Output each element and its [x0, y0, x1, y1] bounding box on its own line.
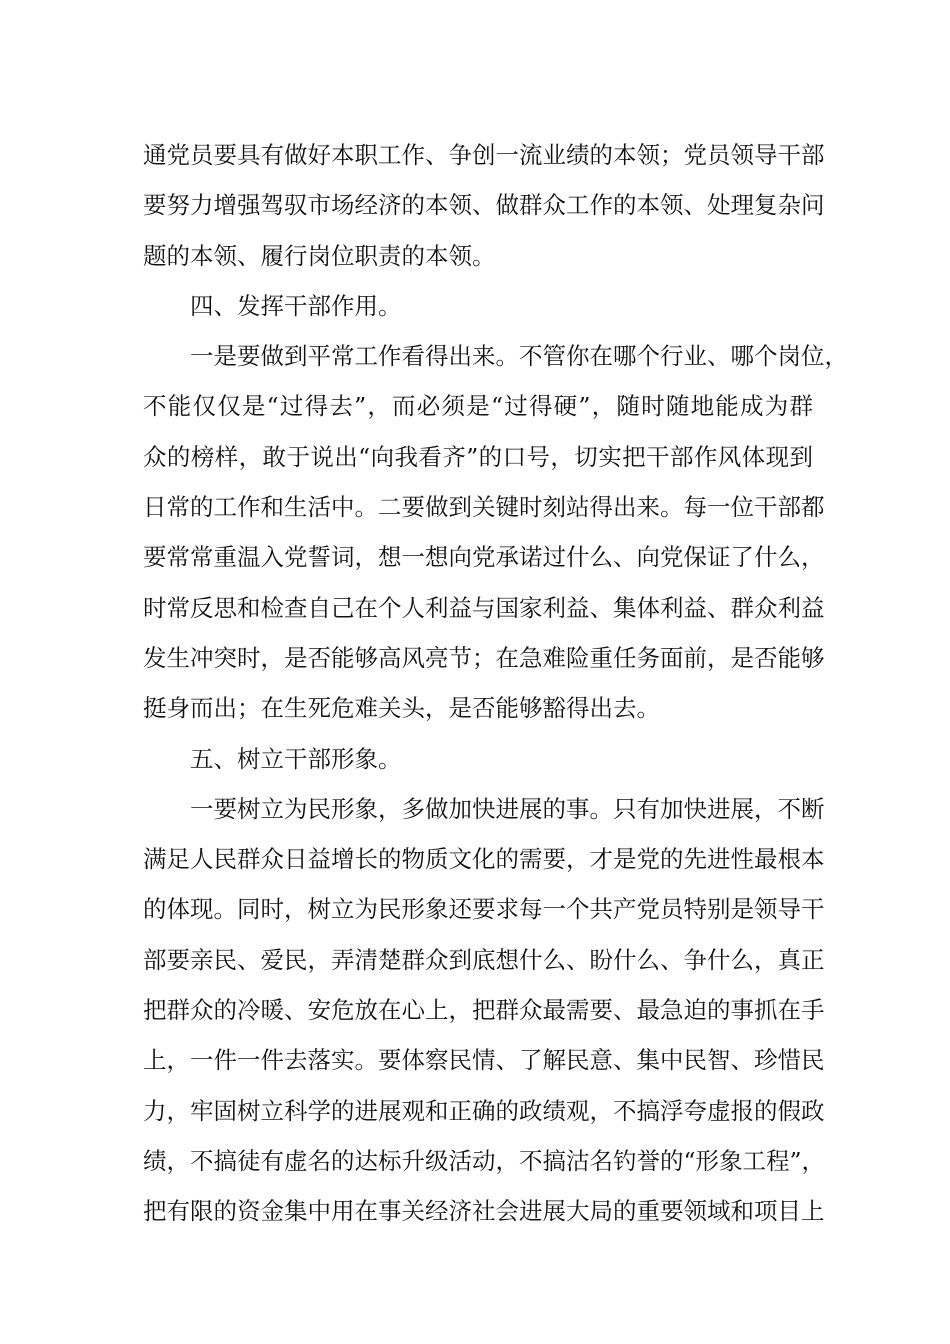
paragraph-line: 一是要做到平常工作看得出来。不管你在哪个行业、哪个岗位，	[190, 342, 848, 371]
paragraph-line: 把群众的冷暖、安危放在心上，把群众最需要、最急迫的事抓在手	[143, 996, 825, 1025]
section-heading: 五、树立干部形象。	[190, 744, 402, 773]
paragraph-line: 要常常重温入党誓词，想一想向党承诺过什么、向党保证了什么，	[143, 543, 825, 572]
paragraph-line: 力，牢固树立科学的进展观和正确的政绩观，不搞浮夸虚报的假政	[143, 1096, 825, 1125]
paragraph-line: 众的榜样，敢于说出“向我看齐”的口号，切实把干部作风体现到	[143, 442, 813, 471]
paragraph-line: 部要亲民、爱民，弄清楚群众到底想什么、盼什么、争什么，真正	[143, 945, 825, 974]
paragraph-line: 上，一件一件去落实。要体察民情、了解民意、集中民智、珍惜民	[143, 1046, 825, 1075]
paragraph-line: 满足人民群众日益增长的物质文化的需要，才是党的先进性最根本	[143, 845, 825, 874]
document-body	[143, 130, 848, 1237]
paragraph-line: 发生冲突时，是否能够高风亮节；在急难险重任务面前，是否能够	[143, 643, 825, 672]
paragraph-line: 绩，不搞徒有虚名的达标升级活动，不搞沽名钓誉的“形象工程”，	[143, 1146, 826, 1175]
section-heading: 四、发挥干部作用。	[190, 291, 402, 320]
paragraph-line: 把有限的资金集中用在事关经济社会进展大局的重要领域和项目上	[143, 1197, 825, 1226]
paragraph-line: 不能仅仅是“过得去”，而必须是“过得硬”，随时随地能成为群	[143, 392, 813, 421]
paragraph-line: 通党员要具有做好本职工作、争创一流业绩的本领；党员领导干部	[143, 141, 825, 169]
paragraph-line: 一要树立为民形象，多做加快进展的事。只有加快进展，不断	[190, 794, 825, 823]
paragraph-line: 日常的工作和生活中。二要做到关键时刻站得出来。每一位干部都	[143, 493, 825, 522]
paragraph-line: 题的本领、履行岗位职责的本领。	[143, 241, 496, 270]
paragraph-line: 要努力增强驾驭市场经济的本领、做群众工作的本领、处理复杂问	[143, 191, 825, 220]
paragraph-line: 的体现。同时，树立为民形象还要求每一个共产党员特别是领导干	[143, 895, 825, 924]
paragraph-line: 挺身而出；在生死危难关头，是否能够豁得出去。	[143, 694, 660, 723]
paragraph-line: 时常反思和检查自己在个人利益与国家利益、集体利益、群众利益	[143, 593, 825, 622]
